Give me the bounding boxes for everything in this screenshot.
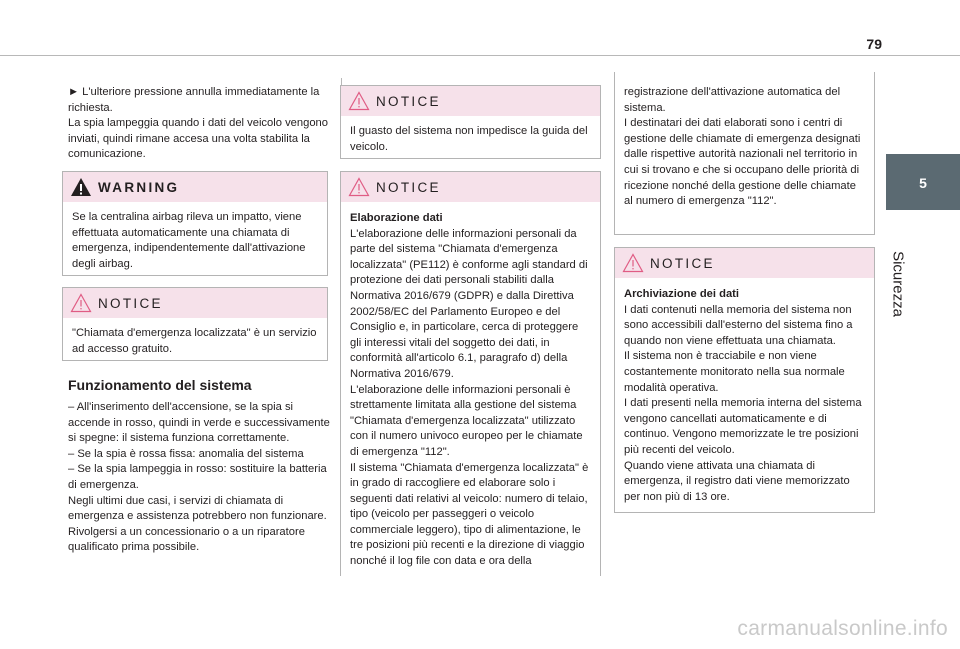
notice-heading: Elaborazione dati	[350, 212, 443, 224]
body-paragraph: – All'inserimento dell'accensione, se la spia si accende in rosso, quindi in verde e successivamente si spegne: il sistema funziona correttamente.	[68, 401, 330, 445]
notice-header	[63, 288, 327, 318]
notice-heading: Archiviazione dei dati	[624, 288, 740, 300]
notice-text: "Chiamata d'emergenza localizzata" è un servizio ad accesso gratuito.	[72, 327, 317, 355]
notice-paragraph: I destinatari dei dati elaborati sono i centri di gestione delle chiamate di emergenza designati dalle rispettive autorità nazionali nel territorio in cui si trovano e che si occupano delle priorità di ricezione nonché della gestione delle chiamate al numero di emergenza "112".	[624, 117, 861, 208]
notice-paragraph: Quando viene attivata una chiamata di emergenza, il registro dati viene memorizzato per non più di 13 ore.	[624, 459, 850, 503]
notice-callout	[62, 287, 328, 361]
notice-header	[341, 86, 600, 116]
notice-text: Il guasto del sistema non impedisce la guida del veicolo.	[350, 125, 588, 153]
page-number: 79	[866, 36, 882, 52]
notice-header	[615, 248, 874, 278]
warning-callout	[62, 171, 328, 276]
notice-triangle-outline-icon	[348, 177, 370, 197]
notice-title: NOTICE	[376, 94, 441, 109]
notice-triangle-outline-icon	[348, 91, 370, 111]
notice-paragraph: I dati presenti nella memoria interna del sistema vengono cancellati automaticamente e di continuo. Vengono memorizzate le tre posizioni più recenti del veicolo.	[624, 397, 862, 456]
body-paragraph: – Se la spia lampeggia in rosso: sostituire la batteria di emergenza.	[68, 463, 327, 491]
notice-title: NOTICE	[650, 256, 715, 271]
intro-paragraph: La spia lampeggia quando i dati del veicolo vengono inviati, quindi rimane accesa una volta stabilita la comunicazione.	[68, 117, 328, 161]
notice-paragraph: I dati contenuti nella memoria del sistema non sono accessibili dall'esterno del sistema fino a quando non viene effettuata una chiamata.	[624, 303, 853, 347]
notice-paragraph: L'elaborazione delle informazioni personali è strettamente limitata alla gestione del sistema "Chiamata d'emergenza localizzata" utilizzato con il numero univoco europeo per le chiamate di emergenza "112".	[350, 383, 583, 458]
notice-triangle-outline-icon	[622, 253, 644, 273]
section-tab-number[interactable]: 5	[886, 154, 960, 210]
warning-header	[63, 172, 327, 202]
warning-text: Se la centralina airbag rileva un impatto, viene effettuata automaticamente una chiamata di emergenza, indipendentemente dall'attivazione degli airbag.	[72, 211, 306, 270]
body-paragraph: – Se la spia è rossa fissa: anomalia del sistema	[68, 447, 304, 460]
notice-title: NOTICE	[98, 296, 163, 311]
header-rule	[0, 55, 960, 56]
notice-paragraph: registrazione dell'attivazione automatica del sistema.	[624, 86, 841, 114]
col1-body	[68, 400, 330, 556]
section-heading: Funzionamento del sistema	[68, 377, 252, 393]
warning-triangle-filled-icon	[70, 177, 92, 197]
warning-title: WARNING	[98, 180, 180, 195]
notice-header	[341, 172, 600, 202]
col1-intro	[68, 85, 330, 163]
notice-triangle-outline-icon	[70, 293, 92, 313]
body-paragraph: Rivolgersi a un concessionario o a un riparatore qualificato prima possibile.	[68, 525, 305, 554]
notice-callout-continued	[614, 72, 875, 235]
notice-paragraph: L'elaborazione delle informazioni personali da parte del sistema "Chiamata d'emergenza localizzata" (PE112) è conforme agli standard di protezione dei dati personali stabiliti dalla Normativa 2016/679 (GDPR) e dalla Direttiva 2002/58/EC del Parlamento Europeo e del Consiglio e, in particolare, cerca di proteggere gli interessi vitali del soggetto dei dati, in conformità all'articolo 6.1, paragrafo d) della Normativa 2016/679.	[350, 227, 588, 380]
watermark: carmanualsonline.info	[737, 617, 948, 640]
notice-paragraph: Il sistema "Chiamata d'emergenza localizzata" è in grado di raccogliere ed elaborare solo i seguenti dati relativi al veicolo: numero di telaio, tipo (veicolo per passeggeri o veicolo commerciale leggero), tipo di alimentazione, le tre posizioni più recenti e la direzione di viaggio nonché il log file con data e ora della	[350, 461, 589, 568]
notice-callout	[340, 171, 601, 576]
notice-paragraph: Il sistema non è tracciabile e non viene costantemente monitorato nella sua normale modalità operativa.	[624, 350, 845, 394]
section-tab-label: Sicurezza	[889, 251, 907, 317]
notice-title: NOTICE	[376, 180, 441, 195]
body-paragraph: Negli ultimi due casi, i servizi di chiamata di emergenza e assistenza potrebbero non funzionare.	[68, 494, 327, 523]
notice-callout	[340, 85, 601, 159]
notice-callout	[614, 247, 875, 513]
intro-paragraph: ► L'ulteriore pressione annulla immediatamente la richiesta.	[68, 86, 320, 114]
